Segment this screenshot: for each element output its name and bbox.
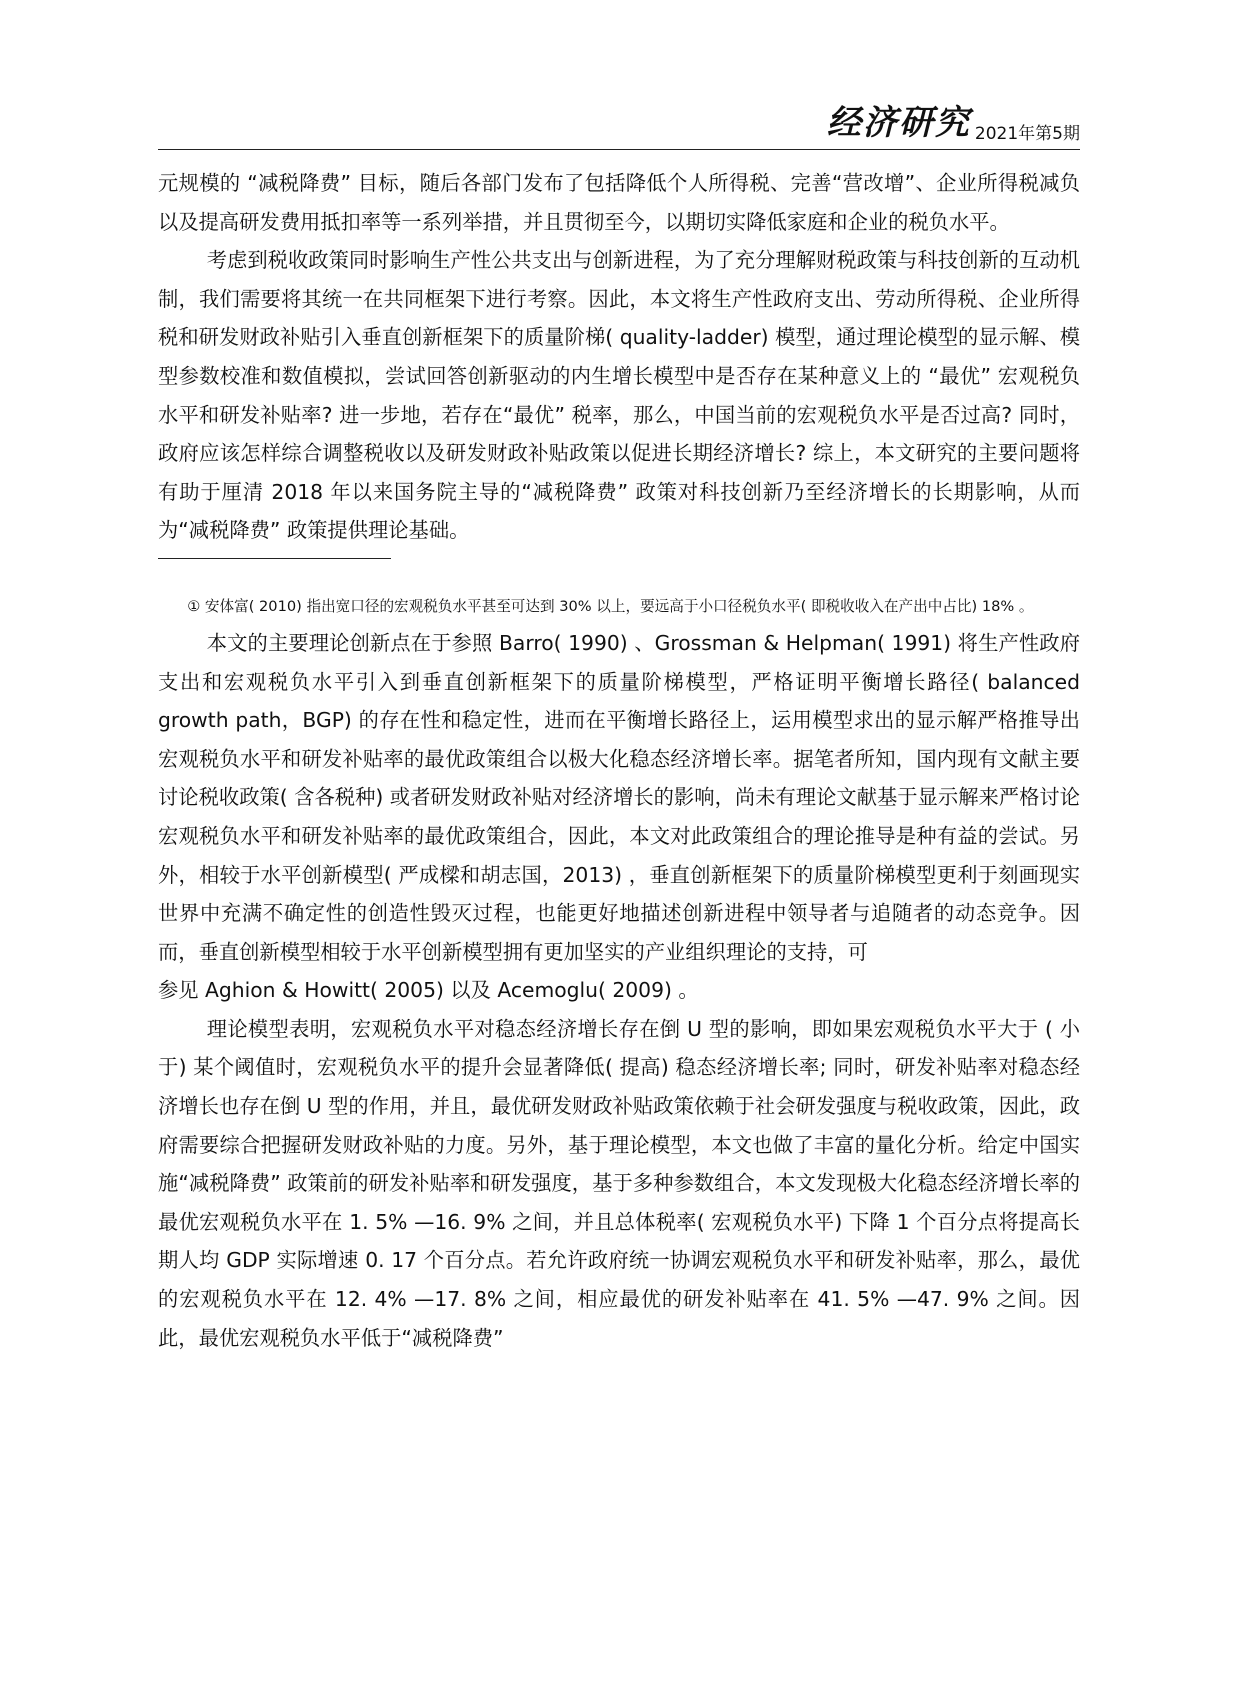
page-header xyxy=(158,103,1080,152)
paragraph-4: 参见 Aghion & Howitt( 2005) 以及 Acemoglu( 2009) 。 xyxy=(158,978,699,1003)
header-rule xyxy=(158,149,1080,150)
paragraph-5: 理论模型表明，宏观税负水平对稳态经济增长存在倒 U 型的影响，即如果宏观税负水平大于 ( 小于) 某个阈值时，宏观税负水平的提升会显著降低( 提高) 稳态经济增长率; 同时，研发补贴率对稳态经济增长也存在倒 U 型的作用，并且，最优研发财政补贴政策依赖于社会研发强度与税收政策，因此，政府需要综合把握研发财政补贴的力度。另外，基于理论模型，本文也做了丰富的量化分析。给定中国实施“减税降费” 政策前的研发补贴率和研发强度，基于多种参数组合，本文发现极大化稳态经济增长率的最优宏观税负水平在 1. 5% —16. 9% 之间，并且总体税率( 宏观税负水平) 下降 1 个百分点将提高长期人均 GDP 实际增速 0. 17 个百分点。若允许政府统一协调宏观税负水平和研发补贴率，那么，最优的宏观税负水平在 12. 4% —17. 8% 之间，相应最优的研发补贴率在 41. 5% —47. 9% 之间。因此，最优宏观税负水平低于“减税降费” xyxy=(158,1016,1080,1350)
journal-logo: 经济研究 xyxy=(826,103,971,143)
footnote: ① 安体富( 2010) 指出宽口径的宏观税负水平甚至可达到 30% 以上，要远高于小口径税负水平( 即税收收入在产出中占比) 18% 。 xyxy=(187,597,1034,615)
issue-label: 2021年第5期 xyxy=(974,124,1080,144)
article-body xyxy=(158,164,1080,1357)
paragraph-3: 本文的主要理论创新点在于参照 Barro( 1990) 、Grossman & Helpman( 1991) 将生产性政府支出和宏观税负水平引入到垂直创新框架下的质量阶梯模型，严格证明平衡增长路径( balanced growth path，BGP) 的存在性和稳定性，进而在平衡增长路径上，运用模型求出的显示解严格推导出宏观税负水平和研发补贴率的最优政策组合以极大化稳态经济增长率。据笔者所知，国内现有文献主要讨论税收政策( 含各税种) 或者研发财政补贴对经济增长的影响，尚未有理论文献基于显示解来严格讨论宏观税负水平和研发补贴率的最优政策组合，因此，本文对此政策组合的理论推导是种有益的尝试。另外，相较于水平创新模型( 严成樑和胡志国，2013) ，垂直创新框架下的质量阶梯模型更利于刻画现实世界中充满不确定性的创造性毁灭过程，也能更好地描述创新进程中领导者与追随者的动态竞争。因而，垂直创新模型相较于水平创新模型拥有更加坚实的产业组织理论的支持，可 xyxy=(158,630,1080,964)
paragraph-2: 考虑到税收政策同时影响生产性公共支出与创新进程，为了充分理解财税政策与科技创新的互动机制，我们需要将其统一在共同框架下进行考察。因此，本文将生产性政府支出、劳动所得税、企业所得税和研发财政补贴引入垂直创新框架下的质量阶梯( quality-ladder) 模型，通过理论模型的显示解、模型参数校准和数值模拟，尝试回答创新驱动的内生增长模型中是否存在某种意义上的 “最优” 宏观税负水平和研发补贴率? 进一步地，若存在“最优” 税率，那么，中国当前的宏观税负水平是否过高? 同时，政府应该怎样综合调整税收以及研发财政补贴政策以促进长期经济增长? 综上，本文研究的主要问题将有助于厘清 2018 年以来国务院主导的“减税降费” 政策对科技创新乃至经济增长的长期影响，从而为“减税降费” 政策提供理论基础。 xyxy=(158,248,1080,543)
paragraph-1: 元规模的 “减税降费” 目标，随后各部门发布了包括降低个人所得税、完善“营改增”、企业所得税减负以及提高研发费用抵扣率等一系列举措，并且贯彻至今，以期切实降低家庭和企业的税负水平。 xyxy=(158,171,1080,234)
footnote-rule xyxy=(158,558,391,559)
journal-brand xyxy=(827,95,1080,144)
